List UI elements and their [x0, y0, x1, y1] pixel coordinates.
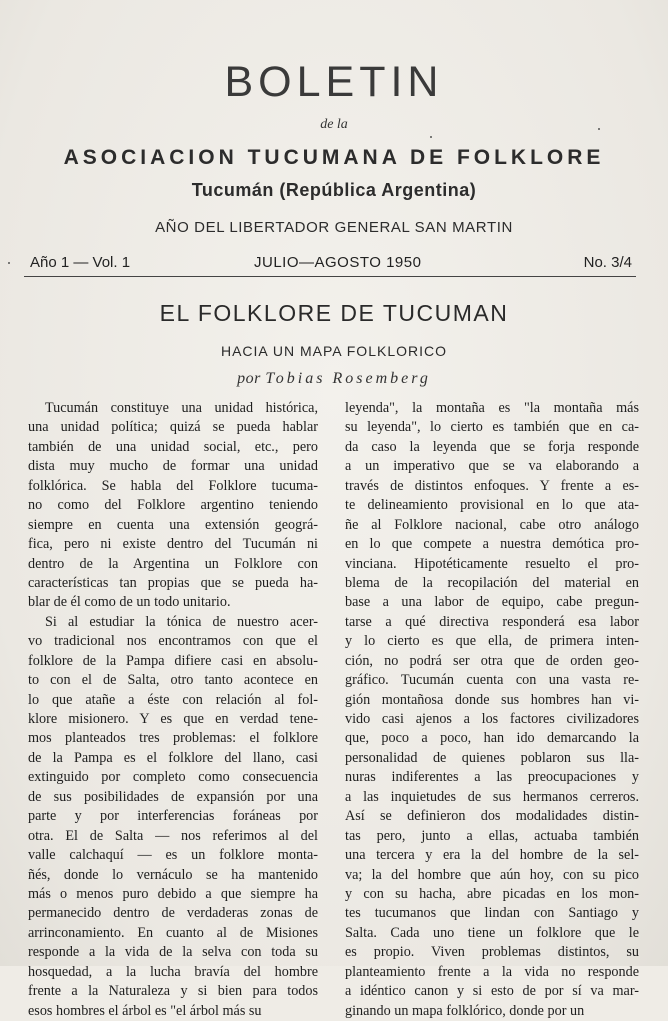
text-line: va; la del hombre que aún hoy, con su pico [345, 866, 639, 883]
text-line: mos planteados tres problemas: el folklore [28, 730, 318, 747]
text-line: gión montañosa donde sus hombres han vi- [345, 691, 639, 708]
issue-date: JULIO—AGOSTO 1950 [254, 254, 422, 271]
text-line: permanecido dentro de verdaderas zonas de [28, 905, 318, 922]
article-column-right [345, 399, 639, 1021]
text-line: siempre en cuenta una extensión geográ- [28, 516, 318, 533]
text-line: Si al estudiar la tónica de nuestro acer- [45, 613, 318, 630]
text-line: folklórica. Se habla del Folklore tucuma- [28, 477, 318, 494]
text-line: te delineamiento provisional en lo que ata- [345, 497, 639, 514]
text-line: una tercera y era la del hombre de la sel- [345, 847, 639, 864]
article-title: EL FOLKLORE DE TUCUMAN [159, 300, 509, 326]
text-line: tarse a qué directiva responderá esa labor [345, 613, 639, 630]
article-byline [0, 370, 668, 388]
bulletin-title: BOLETIN [224, 58, 444, 106]
text-line: vinciana. Hipotéticamente resuelto el pro- [345, 555, 639, 572]
text-line: características tan propias que se pueda ha- [28, 574, 318, 591]
text-line: da caso la leyenda que se forja responde [345, 438, 639, 455]
text-line: blema de la recopilación del material en [345, 574, 639, 591]
text-line: fica, pero ni existe dentro del Tucumán ni [28, 536, 318, 553]
text-line: una unidad política; quizá se pueda hablar [28, 419, 318, 436]
year-motto: AÑO DEL LIBERTADOR GENERAL SAN MARTIN [155, 219, 513, 236]
text-line: otra. El de Salta — nos referimos al del [28, 827, 318, 844]
text-line: extinguido por completo como consecuencia [28, 769, 318, 786]
article-column-left [28, 399, 318, 1021]
text-line: ción, no podrá ser otra que de orden geo- [345, 652, 639, 669]
text-line: tas pero, junto a ellas, actuaba también [345, 827, 639, 844]
text-line: klore misionero. Y es que en verdad tene- [28, 711, 318, 727]
text-line: valle calchaquí — es un folklore monta- [28, 847, 318, 864]
text-line: y lo cierto es que ella, de primera inten- [345, 633, 639, 650]
text-line: arrinconamiento. En cuanto al de Misiones [28, 924, 318, 941]
text-line: a las inquietudes de sus hermanos cerreros. [345, 788, 639, 805]
text-line: ginando un mapa folklórico, donde por un [345, 1002, 585, 1019]
association-name: ASOCIACION TUCUMANA DE FOLKLORE [63, 146, 605, 169]
text-line: de sus posibilidades de expansión por una [28, 788, 318, 805]
print-speck [598, 128, 600, 130]
issue-volume: Año 1 — Vol. 1 [30, 254, 131, 271]
text-line: nuras indiferentes a las preocupaciones y [345, 769, 639, 786]
text-line: parte y por interferencias foráneas por [28, 808, 318, 825]
text-line: personalidad de quienes poblaron sus lla- [345, 749, 639, 766]
text-line: a idéntico canon y si esto de por sí va mar- [345, 983, 639, 1000]
text-line: lo que atañe a éste con relación al fol- [28, 691, 318, 708]
bulletin-place: Tucumán (República Argentina) [191, 180, 477, 200]
text-line: dentro de la Argentina un Folklore con [28, 555, 318, 572]
text-line: responde a la vida de la selva con toda su [28, 944, 318, 961]
text-line: Salta. Cada uno tiene un folklore que le [345, 924, 639, 941]
text-line: blar de él como de un todo unitario. [28, 594, 231, 611]
text-line: tes tucumanos que lindan con Santiago y [345, 905, 639, 922]
bulletin-de-la: de la [320, 117, 348, 132]
byline-prefix: por [237, 370, 261, 387]
issue-number: No. 3/4 [583, 254, 632, 271]
text-line: planteamiento frente a la vida no responde [345, 963, 639, 980]
text-line: a un imperativo que se va elaborando a [345, 458, 639, 475]
text-line: de la Pampa es el folklore del llano, casi [28, 749, 318, 766]
text-line: vo tradicional nos encontramos con que el [28, 633, 318, 650]
text-line: también de una unidad social, etc., pero [28, 438, 318, 455]
text-line: través de distintos enfoques. Y frente a es- [345, 477, 639, 494]
text-line: Tucumán constituye una unidad histórica, [45, 400, 318, 416]
text-line: esos hombres el árbol es "el árbol más su [28, 1002, 262, 1019]
text-line: Así se definieron dos modalidades distin- [345, 808, 639, 825]
text-line: en lo que compete a nuestra demótica pro- [345, 536, 639, 553]
text-line: y con su hacha, abre picadas en los mon- [345, 885, 639, 902]
text-line: ñés, donde lo vernáculo se ha mantenido [28, 866, 318, 883]
text-line: vido casi ajenos a los factores civilizadores [345, 711, 639, 727]
text-line: más o menos puro debido a que siempre ha [28, 885, 318, 902]
text-line: es propio. Viven problemas distintos, su [345, 944, 639, 961]
issue-info-row [24, 254, 636, 277]
print-speck [430, 136, 432, 138]
text-line: su leyenda", lo cierto es también que en ca- [345, 419, 639, 436]
text-line: que, poco a poco, han ido demarcando la [345, 730, 639, 747]
author-name: Tobias Rosemberg [265, 370, 431, 387]
article-subtitle: HACIA UN MAPA FOLKLORICO [220, 343, 447, 359]
text-line: no como del Folklore argentino teniendo [28, 497, 318, 514]
text-line: dista muy mucho de formar una unidad [28, 458, 318, 475]
text-line: base a una labor de equipo, cabe pregun- [345, 594, 639, 611]
text-line: leyenda", la montaña es "la montaña más [345, 400, 639, 416]
text-line: to con el de Salta, otro tanto acontece en [28, 672, 318, 689]
text-line: frente a la Naturaleza y si bien para todos [28, 983, 318, 1000]
text-line: folklore de la Pampa difiere casi en absolu- [28, 652, 318, 669]
text-line: hosquedad, a la lucha bravía del hombre [28, 963, 318, 980]
print-speck [8, 262, 10, 264]
text-line: gráfico. Tucumán cuenta con una vasta re- [345, 672, 639, 689]
text-line: ñe al Folklore nacional, cabe otro análogo [345, 516, 639, 533]
